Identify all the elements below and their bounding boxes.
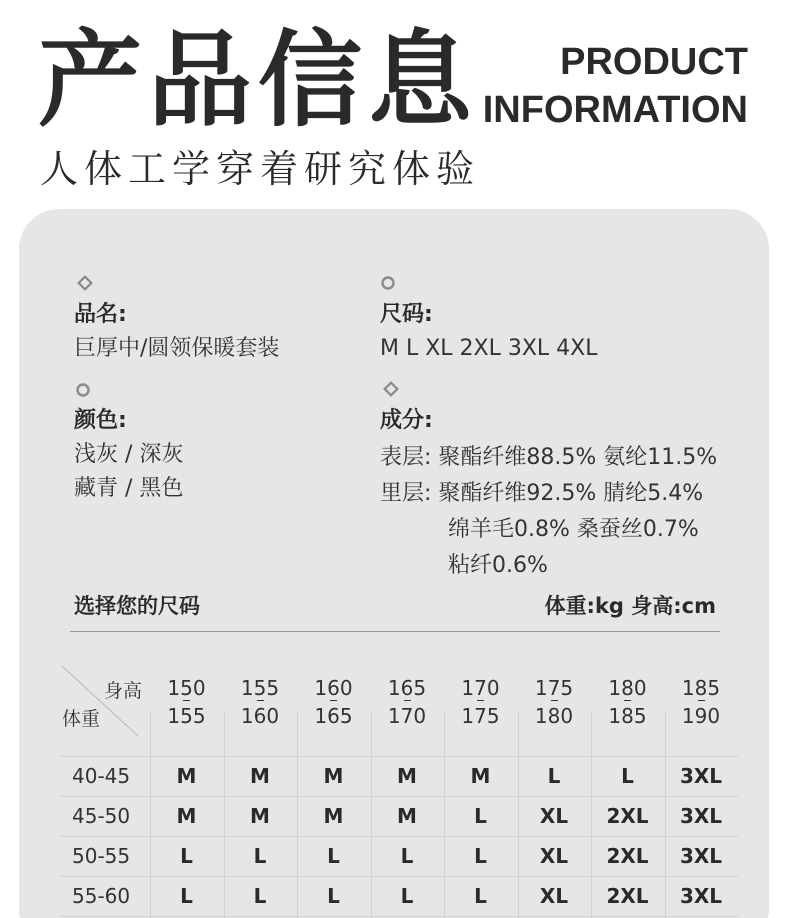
circle-icon	[380, 275, 396, 291]
size-chart-heading: 选择您的尺码	[74, 594, 200, 618]
size-cell: XL	[539, 884, 569, 908]
row-divider	[60, 916, 738, 917]
table-row	[60, 876, 738, 916]
size-cell: L	[474, 844, 487, 868]
size-cell: L	[547, 764, 561, 788]
height-range-top: 175	[534, 676, 574, 700]
size-cell: L	[253, 844, 267, 868]
composition-outer: 表层: 聚酯纤维88.5% 氨纶11.5%	[380, 445, 718, 470]
size-cell: L	[400, 884, 414, 908]
size-cell: M	[323, 764, 344, 788]
size-cell: L	[180, 884, 193, 908]
height-range-bottom: 190	[681, 704, 721, 728]
size-cell: 3XL	[679, 804, 723, 828]
height-range-top: 185	[681, 676, 721, 700]
height-column-header	[665, 664, 738, 756]
height-column-header	[591, 664, 664, 756]
color-value-2: 藏青 / 黑色	[74, 476, 184, 501]
size-cell: L	[621, 764, 634, 788]
color-label: 颜色:	[74, 408, 127, 433]
size-cell: M	[250, 764, 270, 788]
weight-cell: 45-50	[72, 804, 131, 828]
page-title-en	[483, 38, 748, 134]
size-cell: L	[474, 884, 487, 908]
circle-icon	[75, 382, 91, 398]
page-subtitle: 人体工学穿着研究体验	[40, 147, 481, 191]
size-cell: L	[474, 804, 487, 828]
size-cell: M	[250, 804, 270, 828]
composition-inner: 里层: 聚酯纤维92.5% 腈纶5.4%	[380, 481, 704, 506]
size-cell: M	[176, 804, 197, 828]
table-corner	[60, 664, 150, 756]
size-cell: M	[397, 804, 417, 828]
height-range-top: 165	[387, 676, 427, 700]
weight-cell: 55-60	[72, 884, 131, 908]
size-cell: L	[327, 844, 340, 868]
height-column-header	[371, 664, 444, 756]
height-range-bottom: 160	[240, 704, 280, 728]
height-column-header	[518, 664, 591, 756]
height-range-top: 170	[461, 676, 500, 700]
table-row	[60, 796, 738, 836]
height-range-top: 150	[167, 676, 206, 700]
title-en-line2: INFORMATION	[482, 89, 748, 131]
size-cell: 2XL	[606, 804, 649, 828]
size-cell: 3XL	[679, 884, 723, 908]
size-value: M L XL 2XL 3XL 4XL	[380, 336, 598, 361]
size-cell: L	[253, 884, 267, 908]
weight-cell: 50-55	[72, 844, 131, 868]
diamond-icon	[383, 381, 399, 397]
height-column-header	[444, 664, 517, 756]
weight-cell: 40-45	[72, 764, 131, 788]
size-cell: L	[327, 884, 340, 908]
size-label: 尺码:	[380, 302, 433, 327]
size-cell: L	[400, 844, 414, 868]
height-range-top: 160	[314, 676, 353, 700]
height-range-bottom: 165	[314, 704, 353, 728]
height-range-bottom: 170	[387, 704, 427, 728]
title-en-line1: PRODUCT	[560, 41, 748, 83]
size-chart-units: 体重:kg 身高:cm	[544, 594, 716, 618]
color-value-1: 浅灰 / 深灰	[74, 442, 184, 467]
size-cell: 3XL	[679, 764, 723, 788]
composition-inner-3: 粘纤0.6%	[448, 553, 548, 578]
page-title-cn: 产品信息	[38, 19, 479, 141]
size-cell: M	[470, 764, 491, 788]
composition-label: 成分:	[380, 408, 433, 433]
size-cell: XL	[539, 844, 569, 868]
size-cell: M	[397, 764, 417, 788]
height-range-bottom: 180	[534, 704, 574, 728]
diamond-icon	[77, 275, 93, 291]
size-cell: 2XL	[606, 884, 649, 908]
height-range-bottom: 155	[167, 704, 206, 728]
height-column-header	[297, 664, 370, 756]
size-cell: XL	[539, 804, 569, 828]
table-row	[60, 836, 738, 876]
height-range-top: 155	[240, 676, 280, 700]
size-cell: M	[323, 804, 344, 828]
product-name-value: 巨厚中/圆领保暖套装	[74, 336, 280, 361]
size-cell: M	[176, 764, 197, 788]
height-column-header	[150, 664, 223, 756]
composition-inner-2: 绵羊毛0.8% 桑蚕丝0.7%	[448, 517, 699, 542]
corner-weight-label: 体重	[62, 708, 101, 730]
product-name-label: 品名:	[74, 302, 127, 327]
size-cell: 3XL	[679, 844, 723, 868]
size-cell: L	[180, 844, 193, 868]
table-row	[60, 756, 738, 796]
height-range-bottom: 175	[461, 704, 500, 728]
divider	[70, 631, 720, 632]
height-column-header	[224, 664, 297, 756]
corner-height-label: 身高	[104, 680, 143, 702]
size-cell: 2XL	[606, 844, 649, 868]
height-range-top: 180	[608, 676, 647, 700]
height-range-bottom: 185	[608, 704, 647, 728]
